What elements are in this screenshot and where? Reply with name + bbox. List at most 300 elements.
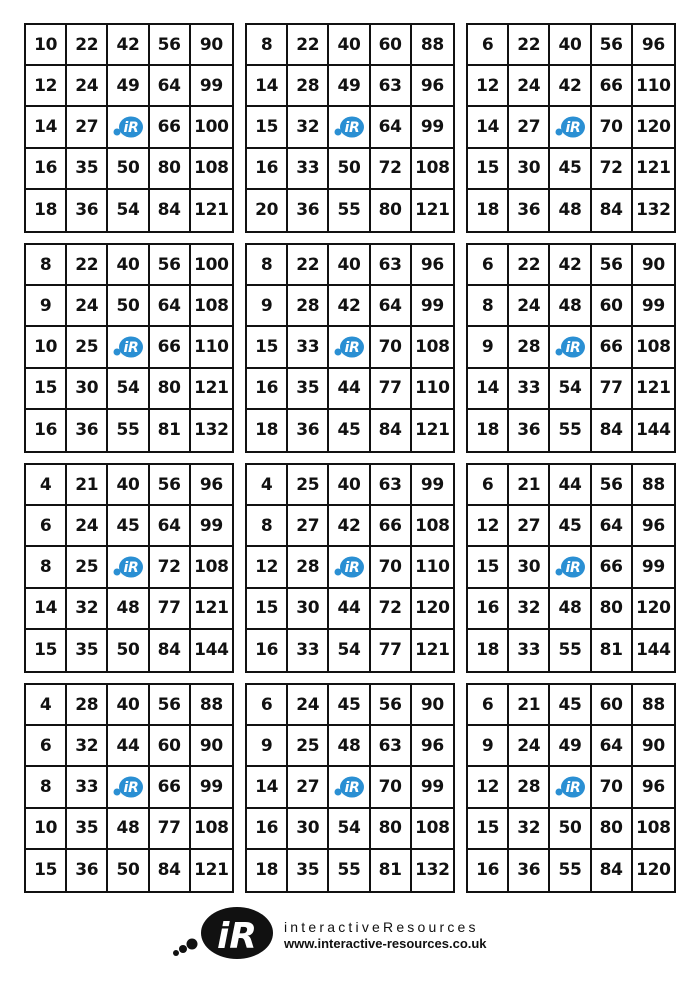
number-cell: 35 — [67, 630, 108, 671]
number-cell: 8 — [26, 245, 67, 286]
number-cell: 108 — [633, 809, 674, 850]
number-cell: 48 — [108, 589, 149, 630]
number-cell: 77 — [592, 369, 633, 410]
number-cell: 70 — [592, 107, 633, 148]
number-cell: 84 — [150, 850, 191, 891]
brand-url[interactable]: www.interactive-resources.co.uk — [284, 936, 487, 951]
number-cell: 15 — [468, 149, 509, 190]
number-cell: 21 — [67, 465, 108, 506]
number-cell: 15 — [468, 547, 509, 588]
number-cell: 99 — [633, 547, 674, 588]
free-space-cell — [108, 547, 149, 588]
number-cell: 70 — [371, 547, 412, 588]
svg-text:iR: iR — [344, 779, 360, 796]
number-cell: 16 — [247, 369, 288, 410]
number-cell: 120 — [412, 589, 453, 630]
number-cell: 6 — [468, 25, 509, 66]
number-cell: 35 — [67, 809, 108, 850]
bingo-cards-grid — [24, 23, 676, 893]
number-cell: 50 — [329, 149, 370, 190]
number-cell: 24 — [509, 66, 550, 107]
free-space-cell — [329, 327, 370, 368]
number-cell: 66 — [592, 547, 633, 588]
number-cell: 10 — [26, 327, 67, 368]
number-cell: 45 — [550, 506, 591, 547]
number-cell: 6 — [247, 685, 288, 726]
number-cell: 108 — [412, 809, 453, 850]
number-cell: 6 — [468, 685, 509, 726]
number-cell: 64 — [150, 286, 191, 327]
number-cell: 28 — [67, 685, 108, 726]
free-space-cell — [329, 547, 370, 588]
number-cell: 77 — [150, 809, 191, 850]
number-cell: 80 — [592, 589, 633, 630]
number-cell: 18 — [247, 410, 288, 451]
number-cell: 49 — [550, 726, 591, 767]
number-cell: 45 — [329, 410, 370, 451]
number-cell: 44 — [550, 465, 591, 506]
number-cell: 10 — [26, 25, 67, 66]
number-cell: 84 — [150, 190, 191, 231]
free-space-logo-icon — [333, 336, 365, 358]
number-cell: 8 — [26, 547, 67, 588]
number-cell: 25 — [288, 465, 329, 506]
number-cell: 40 — [550, 25, 591, 66]
number-cell: 22 — [509, 25, 550, 66]
number-cell: 22 — [288, 245, 329, 286]
number-cell: 4 — [26, 465, 67, 506]
bingo-card — [245, 683, 455, 893]
number-cell: 14 — [247, 767, 288, 808]
bingo-card — [245, 243, 455, 453]
number-cell: 55 — [550, 630, 591, 671]
number-cell: 99 — [191, 66, 232, 107]
number-cell: 28 — [288, 66, 329, 107]
number-cell: 40 — [108, 685, 149, 726]
number-cell: 72 — [371, 589, 412, 630]
number-cell: 27 — [288, 506, 329, 547]
number-cell: 12 — [247, 547, 288, 588]
free-space-cell — [108, 767, 149, 808]
number-cell: 99 — [191, 506, 232, 547]
free-space-cell — [329, 767, 370, 808]
bingo-card — [24, 463, 234, 673]
number-cell: 8 — [468, 286, 509, 327]
free-space-logo-icon — [554, 116, 586, 138]
number-cell: 12 — [468, 506, 509, 547]
number-cell: 45 — [550, 149, 591, 190]
number-cell: 63 — [371, 245, 412, 286]
number-cell: 80 — [371, 190, 412, 231]
number-cell: 8 — [26, 767, 67, 808]
number-cell: 12 — [468, 767, 509, 808]
number-cell: 84 — [592, 410, 633, 451]
number-cell: 8 — [247, 25, 288, 66]
number-cell: 84 — [592, 850, 633, 891]
number-cell: 35 — [288, 369, 329, 410]
bingo-card — [24, 683, 234, 893]
number-cell: 44 — [329, 589, 370, 630]
number-cell: 20 — [247, 190, 288, 231]
number-cell: 144 — [636, 640, 671, 661]
number-cell: 64 — [592, 506, 633, 547]
number-cell: 90 — [633, 245, 674, 286]
number-cell: 28 — [509, 327, 550, 368]
number-cell: 66 — [592, 66, 633, 107]
number-cell: 88 — [633, 685, 674, 726]
number-cell: 40 — [329, 25, 370, 66]
brand-name: interactiveResources — [284, 919, 479, 935]
number-cell: 25 — [288, 726, 329, 767]
number-cell: 66 — [150, 107, 191, 148]
number-cell: 14 — [468, 107, 509, 148]
number-cell: 22 — [67, 245, 108, 286]
number-cell: 36 — [67, 190, 108, 231]
number-cell: 27 — [509, 506, 550, 547]
number-cell: 32 — [288, 107, 329, 148]
number-cell: 42 — [329, 286, 370, 327]
number-cell: 45 — [329, 685, 370, 726]
number-cell: 96 — [412, 245, 453, 286]
number-cell: 100 — [191, 107, 232, 148]
number-cell: 42 — [329, 506, 370, 547]
number-cell: 66 — [371, 506, 412, 547]
number-cell: 121 — [191, 369, 232, 410]
number-cell: 60 — [371, 25, 412, 66]
number-cell: 22 — [509, 245, 550, 286]
number-cell: 40 — [108, 465, 149, 506]
footer — [170, 905, 570, 965]
number-cell: 14 — [26, 107, 67, 148]
number-cell: 110 — [191, 327, 232, 368]
free-space-cell — [550, 547, 591, 588]
number-cell: 66 — [150, 327, 191, 368]
number-cell: 28 — [288, 286, 329, 327]
number-cell: 6 — [26, 506, 67, 547]
number-cell: 121 — [194, 200, 229, 221]
number-cell: 18 — [26, 190, 67, 231]
number-cell: 132 — [636, 200, 671, 221]
number-cell: 33 — [509, 369, 550, 410]
number-cell: 56 — [150, 245, 191, 286]
number-cell: 88 — [191, 685, 232, 726]
number-cell: 99 — [191, 767, 232, 808]
free-space-logo-icon — [554, 556, 586, 578]
number-cell: 16 — [468, 850, 509, 891]
number-cell: 16 — [26, 149, 67, 190]
free-space-logo-icon — [112, 556, 144, 578]
svg-text:iR: iR — [565, 119, 581, 136]
number-cell: 4 — [26, 685, 67, 726]
number-cell: 81 — [371, 850, 412, 891]
number-cell: 96 — [191, 465, 232, 506]
number-cell: 28 — [509, 767, 550, 808]
free-space-logo-icon — [554, 336, 586, 358]
number-cell: 99 — [412, 107, 453, 148]
number-cell: 144 — [194, 640, 229, 661]
number-cell: 9 — [468, 726, 509, 767]
free-space-logo-icon — [112, 116, 144, 138]
svg-text:iR: iR — [565, 339, 581, 356]
number-cell: 72 — [150, 547, 191, 588]
number-cell: 35 — [67, 149, 108, 190]
number-cell: 15 — [247, 589, 288, 630]
number-cell: 108 — [412, 149, 453, 190]
number-cell: 90 — [412, 685, 453, 726]
number-cell: 55 — [550, 410, 591, 451]
svg-text:iR: iR — [565, 779, 581, 796]
number-cell: 9 — [247, 286, 288, 327]
number-cell: 42 — [550, 245, 591, 286]
number-cell: 27 — [509, 107, 550, 148]
free-space-cell — [108, 107, 149, 148]
number-cell: 90 — [191, 726, 232, 767]
number-cell: 55 — [329, 850, 370, 891]
number-cell: 24 — [509, 286, 550, 327]
number-cell: 6 — [468, 245, 509, 286]
number-cell: 90 — [191, 25, 232, 66]
bingo-card — [24, 243, 234, 453]
svg-text:iR: iR — [344, 339, 360, 356]
number-cell: 35 — [288, 850, 329, 891]
number-cell: 132 — [415, 860, 450, 881]
number-cell: 60 — [150, 726, 191, 767]
number-cell: 84 — [150, 630, 191, 671]
bingo-card — [466, 463, 676, 673]
number-cell: 24 — [67, 286, 108, 327]
number-cell: 96 — [633, 25, 674, 66]
number-cell: 30 — [67, 369, 108, 410]
number-cell: 22 — [67, 25, 108, 66]
number-cell: 64 — [371, 286, 412, 327]
number-cell: 50 — [108, 630, 149, 671]
number-cell: 9 — [468, 327, 509, 368]
number-cell: 36 — [288, 410, 329, 451]
number-cell: 33 — [288, 149, 329, 190]
number-cell: 32 — [509, 589, 550, 630]
number-cell: 32 — [67, 726, 108, 767]
number-cell: 121 — [415, 420, 450, 441]
number-cell: 18 — [247, 850, 288, 891]
number-cell: 40 — [329, 465, 370, 506]
number-cell: 60 — [592, 286, 633, 327]
number-cell: 33 — [509, 630, 550, 671]
number-cell: 8 — [247, 506, 288, 547]
number-cell: 120 — [633, 589, 674, 630]
number-cell: 45 — [550, 685, 591, 726]
number-cell: 60 — [592, 685, 633, 726]
number-cell: 16 — [468, 589, 509, 630]
number-cell: 14 — [247, 66, 288, 107]
number-cell: 84 — [592, 190, 633, 231]
number-cell: 15 — [26, 630, 67, 671]
number-cell: 14 — [468, 369, 509, 410]
number-cell: 121 — [633, 369, 674, 410]
svg-text:iR: iR — [123, 779, 139, 796]
number-cell: 96 — [412, 66, 453, 107]
free-space-logo-icon — [112, 336, 144, 358]
number-cell: 108 — [412, 327, 453, 368]
number-cell: 99 — [412, 767, 453, 808]
number-cell: 81 — [150, 410, 191, 451]
number-cell: 63 — [371, 66, 412, 107]
svg-text:iR: iR — [344, 119, 360, 136]
number-cell: 25 — [67, 547, 108, 588]
number-cell: 64 — [592, 726, 633, 767]
number-cell: 12 — [468, 66, 509, 107]
number-cell: 77 — [371, 630, 412, 671]
number-cell: 70 — [592, 767, 633, 808]
free-space-logo-icon — [333, 776, 365, 798]
number-cell: 36 — [67, 850, 108, 891]
number-cell: 22 — [288, 25, 329, 66]
number-cell: 42 — [108, 25, 149, 66]
number-cell: 120 — [636, 860, 671, 881]
number-cell: 55 — [108, 410, 149, 451]
number-cell: 24 — [288, 685, 329, 726]
number-cell: 24 — [67, 506, 108, 547]
number-cell: 24 — [67, 66, 108, 107]
number-cell: 80 — [150, 149, 191, 190]
number-cell: 99 — [412, 286, 453, 327]
number-cell: 108 — [191, 809, 232, 850]
number-cell: 56 — [150, 685, 191, 726]
bingo-card — [24, 23, 234, 233]
number-cell: 120 — [633, 107, 674, 148]
number-cell: 6 — [26, 726, 67, 767]
svg-text:iR: iR — [123, 119, 139, 136]
bingo-card — [245, 463, 455, 673]
number-cell: 9 — [26, 286, 67, 327]
number-cell: 88 — [412, 25, 453, 66]
number-cell: 50 — [108, 149, 149, 190]
free-space-cell — [550, 327, 591, 368]
bingo-card — [466, 23, 676, 233]
free-space-cell — [329, 107, 370, 148]
free-space-logo-icon — [333, 116, 365, 138]
number-cell: 49 — [329, 66, 370, 107]
number-cell: 16 — [247, 630, 288, 671]
number-cell: 25 — [67, 327, 108, 368]
number-cell: 108 — [191, 286, 232, 327]
number-cell: 6 — [468, 465, 509, 506]
number-cell: 110 — [633, 66, 674, 107]
number-cell: 16 — [26, 410, 67, 451]
number-cell: 108 — [412, 506, 453, 547]
bingo-card — [245, 23, 455, 233]
number-cell: 108 — [191, 149, 232, 190]
number-cell: 16 — [247, 809, 288, 850]
number-cell: 64 — [371, 107, 412, 148]
number-cell: 88 — [633, 465, 674, 506]
number-cell: 81 — [592, 630, 633, 671]
number-cell: 15 — [247, 107, 288, 148]
number-cell: 80 — [592, 809, 633, 850]
number-cell: 14 — [26, 589, 67, 630]
number-cell: 33 — [67, 767, 108, 808]
number-cell: 15 — [26, 850, 67, 891]
number-cell: 56 — [592, 245, 633, 286]
number-cell: 48 — [550, 286, 591, 327]
free-space-cell — [550, 107, 591, 148]
number-cell: 36 — [67, 410, 108, 451]
svg-text:iR: iR — [123, 339, 139, 356]
number-cell: 44 — [329, 369, 370, 410]
number-cell: 121 — [191, 589, 232, 630]
number-cell: 27 — [67, 107, 108, 148]
number-cell: 32 — [67, 589, 108, 630]
number-cell: 4 — [247, 465, 288, 506]
free-space-logo-icon — [333, 556, 365, 578]
number-cell: 100 — [191, 245, 232, 286]
number-cell: 21 — [509, 685, 550, 726]
number-cell: 64 — [150, 66, 191, 107]
number-cell: 40 — [108, 245, 149, 286]
number-cell: 48 — [329, 726, 370, 767]
number-cell: 36 — [509, 190, 550, 231]
number-cell: 70 — [371, 327, 412, 368]
svg-text:iR: iR — [565, 559, 581, 576]
number-cell: 8 — [247, 245, 288, 286]
number-cell: 33 — [288, 630, 329, 671]
number-cell: 9 — [247, 726, 288, 767]
number-cell: 80 — [150, 369, 191, 410]
number-cell: 49 — [108, 66, 149, 107]
number-cell: 64 — [150, 506, 191, 547]
bingo-card — [466, 683, 676, 893]
number-cell: 72 — [592, 149, 633, 190]
number-cell: 99 — [412, 465, 453, 506]
number-cell: 36 — [288, 190, 329, 231]
number-cell: 63 — [371, 465, 412, 506]
bingo-card — [466, 243, 676, 453]
number-cell: 15 — [468, 809, 509, 850]
number-cell: 54 — [108, 190, 149, 231]
free-space-cell — [108, 327, 149, 368]
number-cell: 21 — [509, 465, 550, 506]
number-cell: 50 — [108, 850, 149, 891]
number-cell: 108 — [633, 327, 674, 368]
number-cell: 15 — [26, 369, 67, 410]
number-cell: 15 — [247, 327, 288, 368]
number-cell: 27 — [288, 767, 329, 808]
number-cell: 48 — [550, 190, 591, 231]
number-cell: 12 — [26, 66, 67, 107]
number-cell: 121 — [194, 860, 229, 881]
number-cell: 66 — [150, 767, 191, 808]
number-cell: 40 — [329, 245, 370, 286]
number-cell: 50 — [550, 809, 591, 850]
number-cell: 96 — [633, 506, 674, 547]
number-cell: 54 — [550, 369, 591, 410]
free-space-logo-icon — [112, 776, 144, 798]
number-cell: 77 — [150, 589, 191, 630]
number-cell: 108 — [191, 547, 232, 588]
number-cell: 80 — [371, 809, 412, 850]
number-cell: 50 — [108, 286, 149, 327]
number-cell: 30 — [288, 809, 329, 850]
number-cell: 63 — [371, 726, 412, 767]
number-cell: 66 — [592, 327, 633, 368]
number-cell: 132 — [194, 420, 229, 441]
number-cell: 18 — [468, 630, 509, 671]
number-cell: 54 — [108, 369, 149, 410]
number-cell: 32 — [509, 809, 550, 850]
number-cell: 30 — [288, 589, 329, 630]
number-cell: 96 — [633, 767, 674, 808]
number-cell: 70 — [371, 767, 412, 808]
number-cell: 55 — [329, 190, 370, 231]
